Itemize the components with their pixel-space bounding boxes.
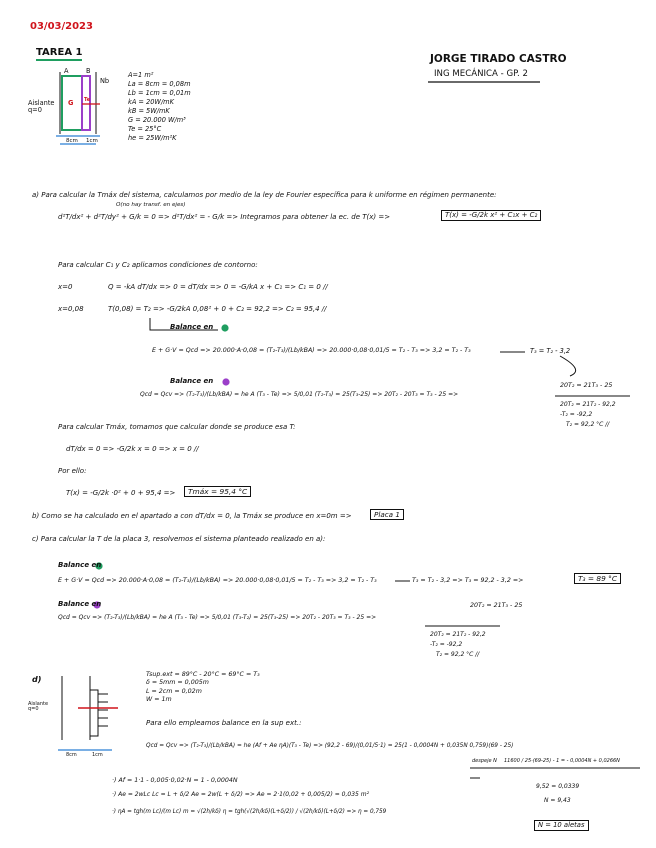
part-c-t3-result: T₃ = 89 °C — [574, 573, 621, 584]
diagram-dim-b: 1cm — [86, 138, 98, 144]
part-b-text: b) Como se ha calculado en el apartado a con dT/dx = 0, la Tmáx se produce en x=0m => — [32, 512, 352, 520]
part-c-balance-violet-result: 20T₂ = 21T₃ - 25 — [470, 602, 523, 609]
part-a-bc1-x: x=0 — [58, 283, 73, 291]
part-b-result: Placa 1 — [370, 509, 404, 520]
given-area: A=1 m² — [128, 71, 154, 79]
given-he: he = 25W/m²K — [128, 133, 177, 142]
part-a-balance-violet-label: Balance en — [170, 377, 214, 385]
given-g: G = 20.000 W/m³ — [128, 115, 186, 124]
part-d-ae: ·) Ae = 2wLc Lc = L + δ/2 Ae = 2w(L + δ/2) => Ae = 2·1(0,02 + 0,005/2) = 0,035 m² — [112, 791, 370, 798]
part-c-text: c) Para calcular la T de la placa 3, resolvemos el sistema planteado realizado en a): — [32, 535, 326, 543]
part-d-diagram-insulation: Aislante q=0 — [28, 701, 49, 712]
part-c-balance-green-result: T₃ = T₂ - 3,2 => T₃ = 92,2 - 3,2 => — [412, 577, 524, 584]
part-a-balance-violet-eq: Qcd = Qcv => (T₂-T₃)/(Lb/kBA) = he A (T₃ - Te) => 5/0,01 (T₂-T₃) = 25(T₃-25) => 20T₂ - 20T₃ = T₃ - 25 => — [140, 391, 459, 398]
part-a-tmax-result: Tmáx = 95,4 °C — [184, 486, 251, 497]
plate-b — [82, 76, 90, 130]
given-te: Te = 25°C — [128, 124, 162, 133]
part-a-balance-violet-result: 20T₂ = 21T₃ - 25 — [560, 382, 613, 389]
part-d-balance-eq: Qcd = Qcv => (T₂-T₃)/(Lb/kBA) = he (Af + Ae ηA)(T₃ - Te) => (92,2 - 69)/(0,01/5·1) = 25(1 - 0,0004N + 0,035N 0,759)(69 - 25) — [146, 743, 514, 749]
balance-violet-dot-a — [222, 378, 229, 385]
diagram-region-g: G — [68, 99, 74, 107]
diagram-label-a: A — [64, 67, 69, 75]
part-d-diagram-dim2: 1cm — [92, 752, 103, 758]
given-la: La = 8cm = 0,08m — [128, 79, 191, 88]
part-a-tmax-calc: T(x) = -G/2k ·0² + 0 + 95,4 => — [66, 489, 176, 497]
part-c-solve-2: -T₂ = -92,2 — [430, 641, 463, 648]
part-d-af: ·) Af = 1·1 - 0,005·0,02·N = 1 - 0,0004N — [112, 777, 238, 784]
part-d-diagram-dim1: 8cm — [66, 752, 77, 758]
part-a-tmax-eq: dT/dx = 0 => -G/2k x = 0 => x = 0 // — [66, 445, 199, 453]
balance-green-dot-a — [221, 324, 228, 331]
diagram-top — [56, 72, 100, 144]
part-a-balance-green-eq: E + G·V = Qcd => 20.000·A·0,08 = (T₂-T₃)/(Lb/kBA) => 20.000·0,08·0,01/5 = T₂ - T₃ => 3,2 = T₂ - T₃ — [152, 347, 471, 354]
part-d-side-note: despeje N — [472, 758, 497, 764]
givens-list — [128, 72, 191, 144]
part-a-eq1-result: T(x) = -G/2k x² + C₁x + C₂ — [441, 210, 541, 221]
part-d-n-step2: N = 9,43 — [544, 797, 571, 804]
part-a-tmax-intro: Para calcular Tmáx, tomamos que calcular donde se produce esa T: — [58, 423, 296, 431]
part-a-bc2-x: x=0,08 — [58, 305, 84, 313]
part-a-eq1: d²T/dx² + d²T/dy² + G/k = 0 => d²T/dx² = - G/k => Integramos para obtener la ec. de T(x) => — [58, 213, 391, 221]
part-d-n-step1: 9,52 = 0,0339 — [536, 783, 580, 790]
part-d-n-result: N = 10 aletas — [534, 820, 589, 831]
diagram-label-nb: Nb — [100, 77, 110, 85]
given-ka: kA = 20W/mK — [128, 97, 174, 106]
part-d-tsup: Tsup.ext = 89°C - 20°C = 69°C = T₃ — [146, 671, 260, 678]
diagram-insulation: Aislante q=0 — [28, 99, 55, 114]
date: 03/03/2023 — [30, 21, 93, 32]
course-name: ING MECÁNICA - GP. 2 — [434, 69, 528, 79]
part-c-balance-green-label: Balance en — [58, 561, 102, 569]
part-a-solve-3: T₂ = 92,2 °C // — [566, 421, 610, 428]
part-d-intro: Para ello empleamos balance en la sup ext.: — [146, 719, 302, 727]
part-a-bc1: Q = -kA dT/dx => 0 = dT/dx => 0 = -G/kA x + C₁ => C₁ = 0 // — [108, 283, 328, 291]
part-c-balance-violet-eq: Qcd = Qcv => (T₂-T₃)/(Lb/kBA) = he A (T₃ - Te) => 5/0,01 (T₃-T₂) = 25(T₃-25) => 20T₂ - 20T₃ = T₃ - 25 => — [58, 614, 377, 621]
given-lb: Lb = 1cm = 0,01m — [128, 88, 191, 97]
part-a-intro: a) Para calcular la Tmáx del sistema, calculamos por medio de la ley de Fourier específica para k uniforme en régimen permanente: — [32, 191, 497, 199]
part-a-solve-1: 20T₂ = 21T₂ - 92,2 — [560, 401, 616, 408]
part-a-balance-green-result: T₃ = T₂ - 3,2 — [530, 347, 571, 355]
diagram-region-te: Te — [84, 97, 91, 103]
part-a-bc2: T(0,08) = T₂ => -G/2kA 0,08² + 0 + C₂ = 92,2 => C₂ = 95,4 // — [108, 305, 327, 313]
part-c-balance-green-eq: E + G·V = Qcd => 20.000·A·0,08 = (T₂-T₃)/(Lb/kBA) => 20.000·0,08·0,01/5 = T₂ - T₃ => 3,2 = T₂ - T₃ — [58, 577, 377, 584]
part-a-bc-intro: Para calcular C₁ y C₂ aplicamos condiciones de contorno: — [58, 261, 258, 269]
diagram-dim-a: 8cm — [66, 138, 78, 144]
part-d-data — [146, 672, 260, 705]
author-name: JORGE TIRADO CASTRO — [430, 53, 567, 65]
part-a-tmax-conclusion: Por ello: — [58, 467, 87, 475]
part-c-balance-violet-label: Balance en — [58, 600, 102, 608]
part-d-side-eq: 11600 / 25·(69-25) - 1 = - 0,0004N + 0,0266N — [504, 758, 620, 764]
part-d-width: W = 1m — [146, 695, 172, 703]
part-d-eta: ·) ηA = tgh(m Lc)/(m Lc) m = √(2h/kδ) η = tgh(√(2h/kδ)(L+δ/2)) / √(2h/kδ)(L+δ/2) => η = 0,759 — [112, 809, 387, 815]
part-a-solve-2: -T₂ = -92,2 — [560, 411, 593, 418]
part-d-label: d) — [32, 675, 42, 684]
part-d-length: L = 2cm = 0,02m — [146, 687, 202, 695]
part-d-delta: δ = 5mm = 0,005m — [146, 679, 209, 687]
given-kb: kB = 5W/mK — [128, 106, 170, 115]
task-title: TAREA 1 — [36, 47, 83, 58]
part-c-solve-1: 20T₂ = 21T₂ - 92,2 — [430, 631, 486, 638]
part-c-solve-3: T₂ = 92,2 °C // — [436, 651, 480, 658]
part-a-annotation: O(no hay transf. en ejes) — [116, 202, 186, 208]
diagram-bottom — [58, 676, 118, 750]
diagram-label-b: B — [86, 67, 91, 75]
part-a-balance-green-label: Balance en — [170, 323, 214, 331]
